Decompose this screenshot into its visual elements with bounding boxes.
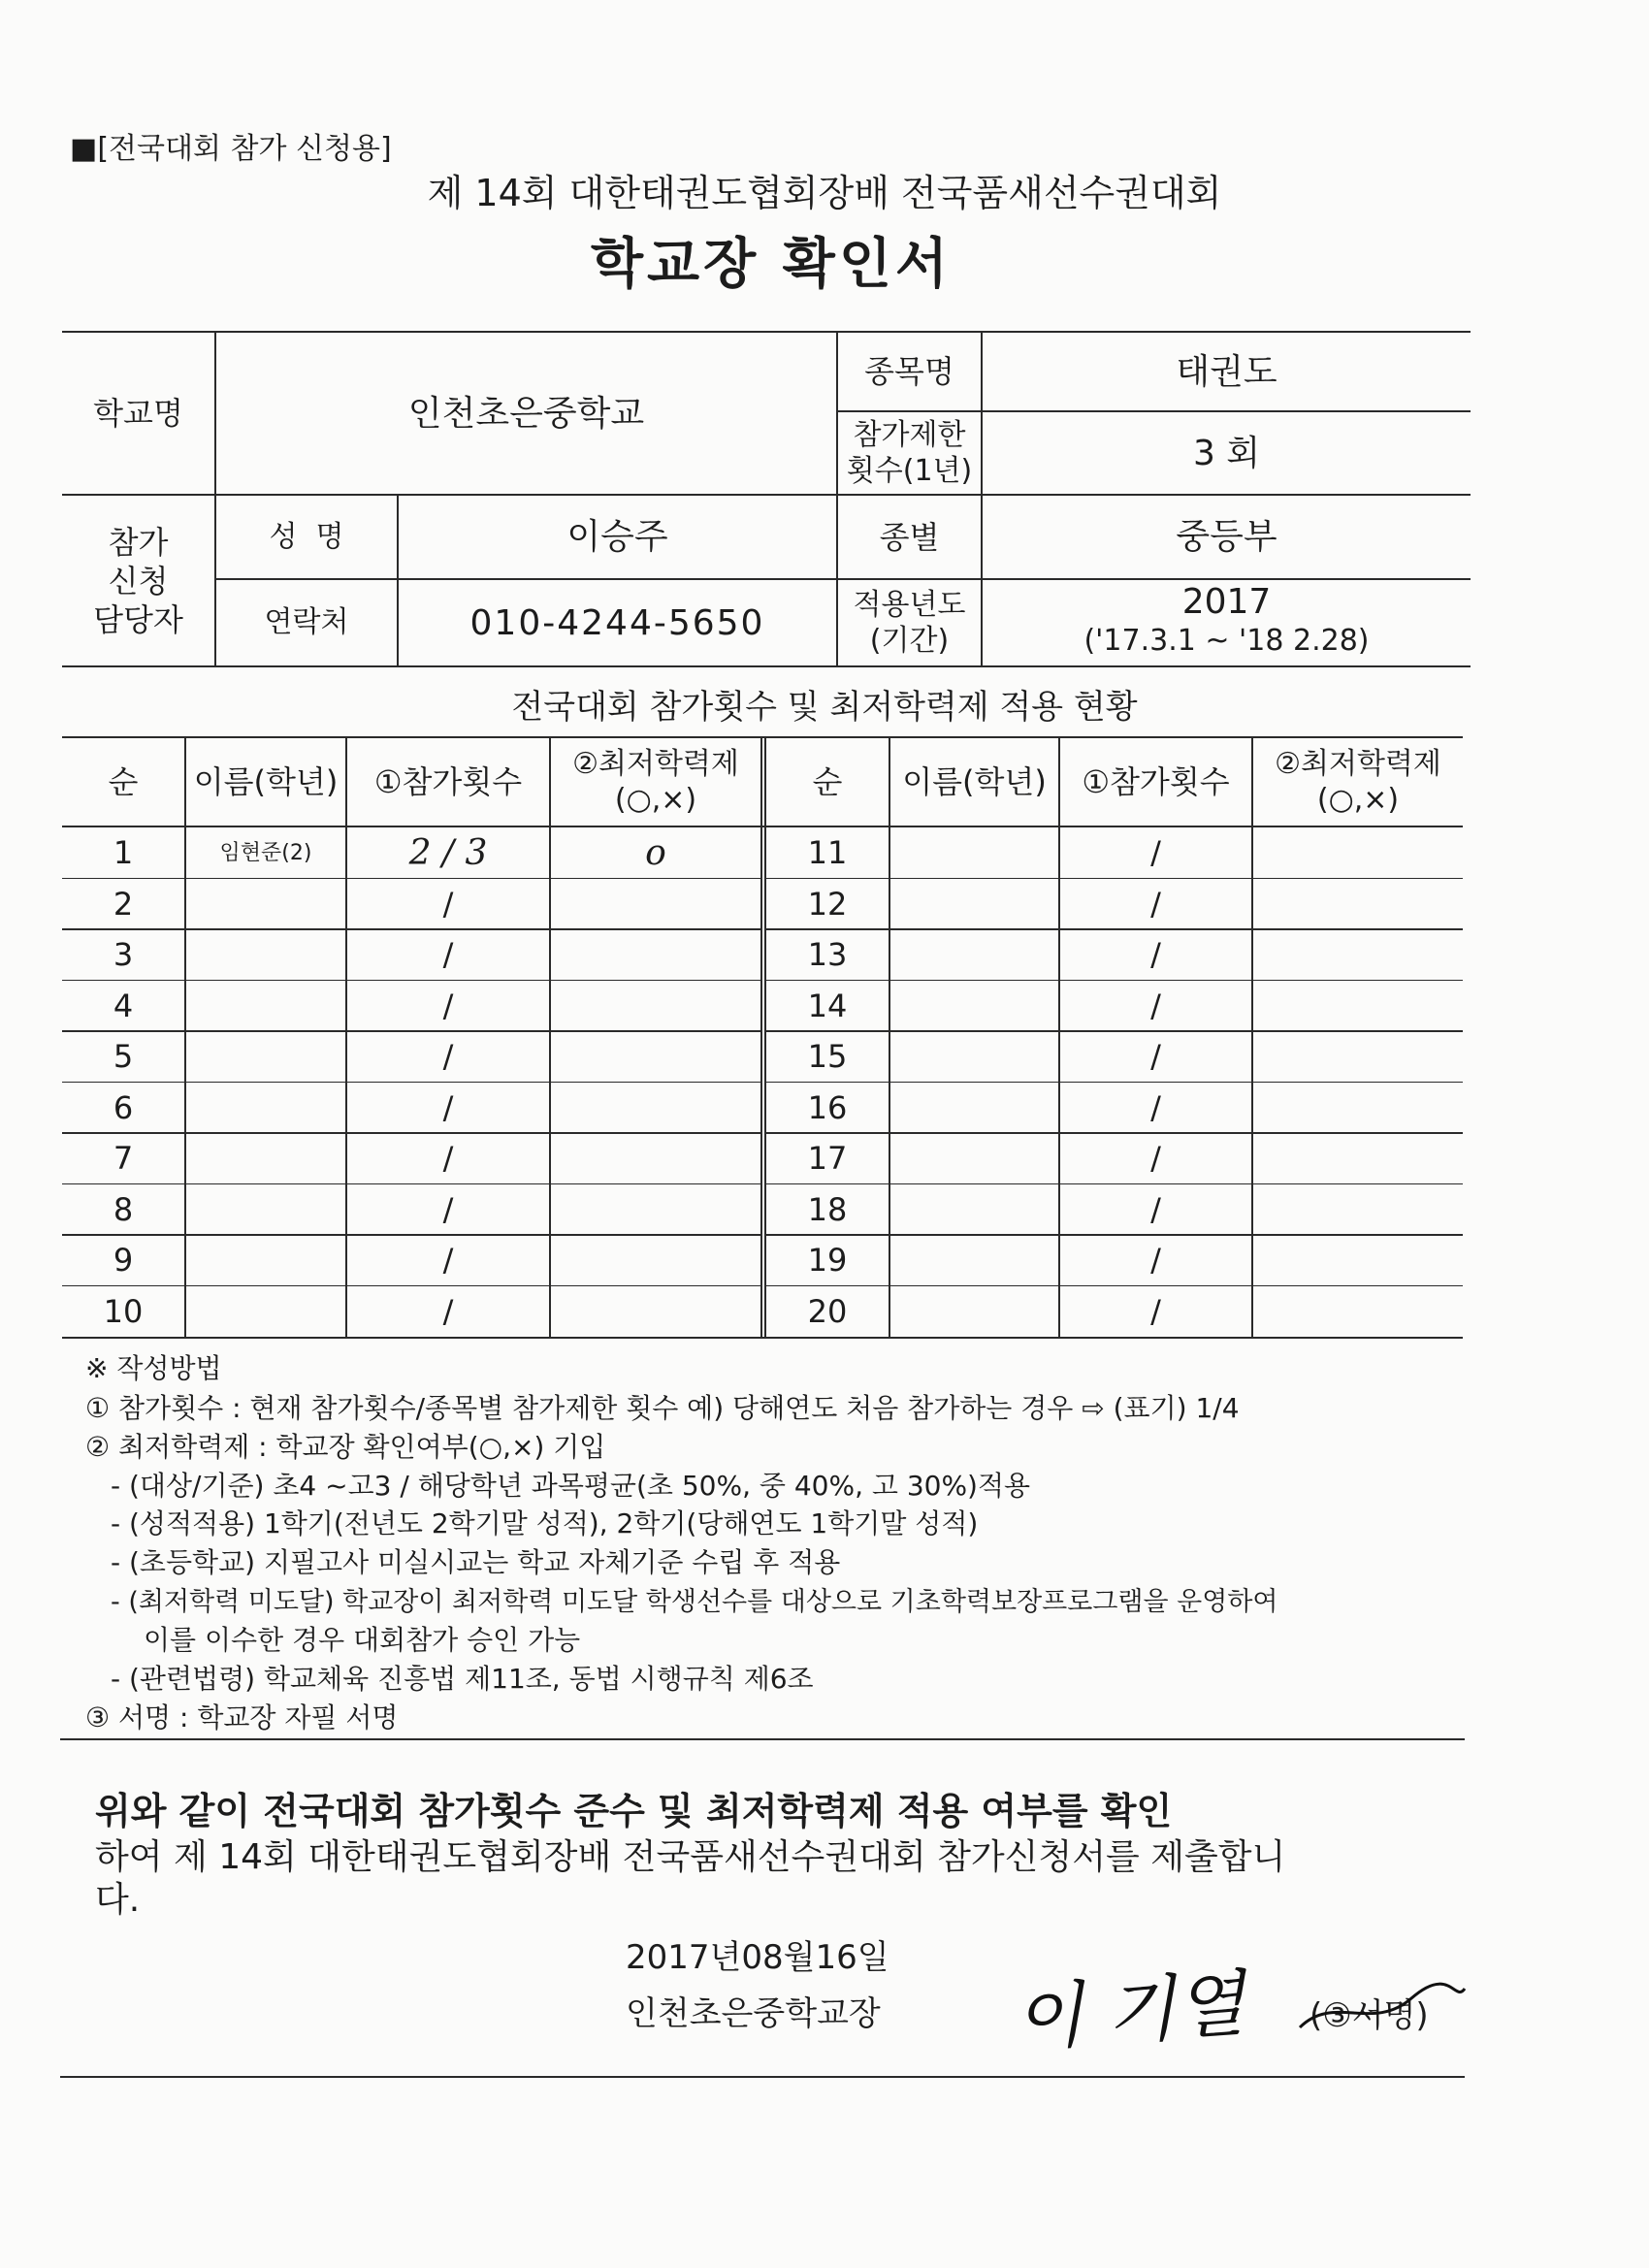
row-number: 15: [807, 1038, 848, 1076]
status-table-title: 전국대회 참가횟수 및 최저학력제 적용 현황: [511, 688, 1138, 727]
academic-check: [1253, 1235, 1463, 1286]
row-number: 6: [113, 1088, 134, 1126]
col-header-name: 이름(학년): [193, 763, 339, 800]
academic-check: o: [645, 832, 666, 873]
instruction-item: ② 최저학력제 : 학교장 확인여부(○,×) 기입: [85, 1431, 606, 1463]
participation-count: /: [442, 1140, 454, 1178]
row-number: 1: [113, 834, 134, 872]
participation-count: /: [442, 1038, 454, 1076]
participation-count: /: [1150, 1088, 1161, 1126]
school-name-label: 학교명: [93, 395, 183, 432]
participation-count: /: [1150, 1190, 1161, 1228]
event-value: 태권도: [1176, 351, 1277, 392]
student-name: [890, 1184, 1058, 1236]
event-label: 종목명: [864, 353, 954, 390]
col-header-no: 순: [108, 763, 139, 800]
student-name: [890, 1031, 1058, 1083]
participation-count: /: [1150, 1038, 1161, 1076]
participation-count: /: [1150, 885, 1161, 923]
student-name: [890, 879, 1058, 930]
row-number: 2: [113, 885, 134, 923]
col-header-count: ①참가횟수: [373, 763, 523, 800]
student-name: [186, 1133, 345, 1184]
academic-check: [1253, 1133, 1463, 1184]
academic-check: [1253, 1184, 1463, 1236]
participation-count: /: [1150, 834, 1161, 872]
instruction-item: ① 참가횟수 : 현재 참가횟수/종목별 참가제한 횟수 예) 당해연도 처음 참가하는 경우 ⇨ (표기) 1/4: [85, 1392, 1240, 1424]
col-header-no: 순: [812, 763, 843, 800]
signature-scribble: [1295, 1974, 1470, 2047]
student-name: [186, 1235, 345, 1286]
student-name: [890, 1083, 1058, 1134]
student-name: [890, 1133, 1058, 1184]
academic-check: [1253, 929, 1463, 981]
instruction-item: - (최저학력 미도달) 학교장이 최저학력 미도달 학생선수를 대상으로 기초학력보장프로그램을 운영하여: [111, 1587, 1278, 1617]
academic-check: [1253, 1083, 1463, 1134]
instruction-item: - (대상/기준) 초4 ~고3 / 해당학년 과목평균(초 50%, 중 40%, 고 30%)적용: [111, 1470, 1031, 1502]
student-name: [186, 1184, 345, 1236]
row-number: 11: [807, 834, 848, 872]
instruction-item: - (관련법령) 학교체육 진흥법 제11조, 동법 시행규칙 제6조: [111, 1663, 814, 1695]
academic-check: [1253, 981, 1463, 1032]
row-number: 19: [807, 1242, 848, 1280]
academic-check: [1253, 1031, 1463, 1083]
contact-value: 010-4244-5650: [469, 602, 765, 643]
participation-count: /: [442, 987, 454, 1024]
school-name-value: 인천초은중학교: [407, 393, 645, 434]
participation-count: /: [1150, 936, 1161, 974]
col-header-academic: ②최저학력제 (○,×): [572, 746, 739, 817]
document-subtitle: 제 14회 대한태권도협회장배 전국품새선수권대회: [427, 172, 1222, 214]
row-number: 12: [807, 885, 848, 923]
participation-count: /: [442, 1088, 454, 1126]
applicable-year-label: 적용년도 (기간): [853, 587, 966, 658]
instruction-item: 이를 이수한 경우 대회참가 승인 가능: [144, 1624, 581, 1656]
division-value: 중등부: [1176, 517, 1277, 557]
student-name: [186, 1083, 345, 1134]
principal-title: 인천초은중학교장: [626, 1994, 881, 2033]
applicant-name-value: 이승주: [566, 517, 668, 557]
applicable-period-value: ('17.3.1 ~ '18 2.28): [1083, 624, 1370, 658]
contact-label: 연락처: [264, 605, 349, 640]
principal-signature: 이 기열: [1011, 1961, 1248, 2062]
participation-limit-value: 3 회: [1192, 433, 1261, 473]
row-number: 14: [807, 987, 848, 1024]
row-number: 20: [807, 1292, 848, 1330]
student-name: [890, 1235, 1058, 1286]
row-number: 9: [113, 1242, 134, 1280]
division-label: 종별: [879, 518, 940, 556]
row-number: 3: [113, 936, 134, 974]
student-name: [186, 879, 345, 930]
declaration-line-3: 다.: [95, 1880, 141, 1920]
participation-count: /: [442, 885, 454, 923]
declaration-line-1: 위와 같이 전국대회 참가횟수 준수 및 최저학력제 적용 여부를 확인: [95, 1790, 1173, 1832]
participation-count: 2 / 3: [408, 832, 488, 873]
participation-count: /: [1150, 1140, 1161, 1178]
applicable-year-value: 2017: [1181, 582, 1272, 622]
academic-check: [551, 1286, 760, 1338]
col-header-academic: ②최저학력제 (○,×): [1275, 746, 1441, 817]
instruction-item: - (성적적용) 1학기(전년도 2학기말 성적), 2학기(당해연도 1학기말 성적): [111, 1507, 979, 1539]
academic-check: [551, 1133, 760, 1184]
academic-check: [1253, 1286, 1463, 1338]
academic-check: [551, 1031, 760, 1083]
student-name: [890, 1286, 1058, 1338]
academic-check: [551, 879, 760, 930]
student-name: 임현준(2): [219, 840, 312, 865]
academic-check: [551, 1184, 760, 1236]
student-name: [890, 827, 1058, 879]
student-name: [186, 981, 345, 1032]
col-header-count: ①참가횟수: [1082, 763, 1230, 800]
student-name: [186, 1031, 345, 1083]
student-name: [890, 981, 1058, 1032]
row-number: 7: [113, 1140, 134, 1178]
participation-count: /: [1150, 1292, 1161, 1330]
name-label: 성 명: [269, 519, 344, 554]
academic-check: [1253, 879, 1463, 930]
row-number: 4: [113, 987, 134, 1024]
row-number: 10: [103, 1292, 144, 1330]
academic-check: [551, 929, 760, 981]
student-name: [890, 929, 1058, 981]
form-tag: ■[전국대회 참가 신청용]: [70, 132, 392, 166]
applicant-label: 참가 신청 담당자: [93, 523, 183, 638]
row-number: 8: [113, 1190, 134, 1228]
academic-check: [551, 1235, 760, 1286]
participation-count: /: [442, 1242, 454, 1280]
instruction-item: - (초등학교) 지필고사 미실시교는 학교 자체기준 수립 후 적용: [111, 1546, 841, 1578]
participation-count: /: [442, 1190, 454, 1228]
instruction-item: ③ 서명 : 학교장 자필 서명: [85, 1701, 399, 1733]
academic-check: [551, 1083, 760, 1134]
submission-date: 2017년08월16일: [626, 1938, 889, 1977]
academic-check: [1253, 827, 1463, 879]
student-name: [186, 929, 345, 981]
document-title: 학교장 확인서: [590, 233, 953, 296]
col-header-name: 이름(학년): [902, 763, 1047, 800]
declaration-line-2: 하여 제 14회 대한태권도협회장배 전국품새선수권대회 참가신청서를 제출합니: [95, 1837, 1286, 1877]
participation-limit-label: 참가제한 횟수(1년): [846, 417, 973, 488]
participation-count: /: [1150, 1242, 1161, 1280]
row-number: 18: [807, 1190, 848, 1228]
row-number: 16: [807, 1088, 848, 1126]
participation-count: /: [442, 1292, 454, 1330]
instructions-heading: ※ 작성방법: [85, 1352, 222, 1384]
row-number: 13: [807, 936, 848, 974]
row-number: 5: [113, 1038, 134, 1076]
academic-check: [551, 981, 760, 1032]
student-name: [186, 1286, 345, 1338]
signature-mark: (③서명): [1310, 1996, 1429, 2035]
participation-count: /: [442, 936, 454, 974]
row-number: 17: [807, 1140, 848, 1178]
participation-count: /: [1150, 987, 1161, 1024]
